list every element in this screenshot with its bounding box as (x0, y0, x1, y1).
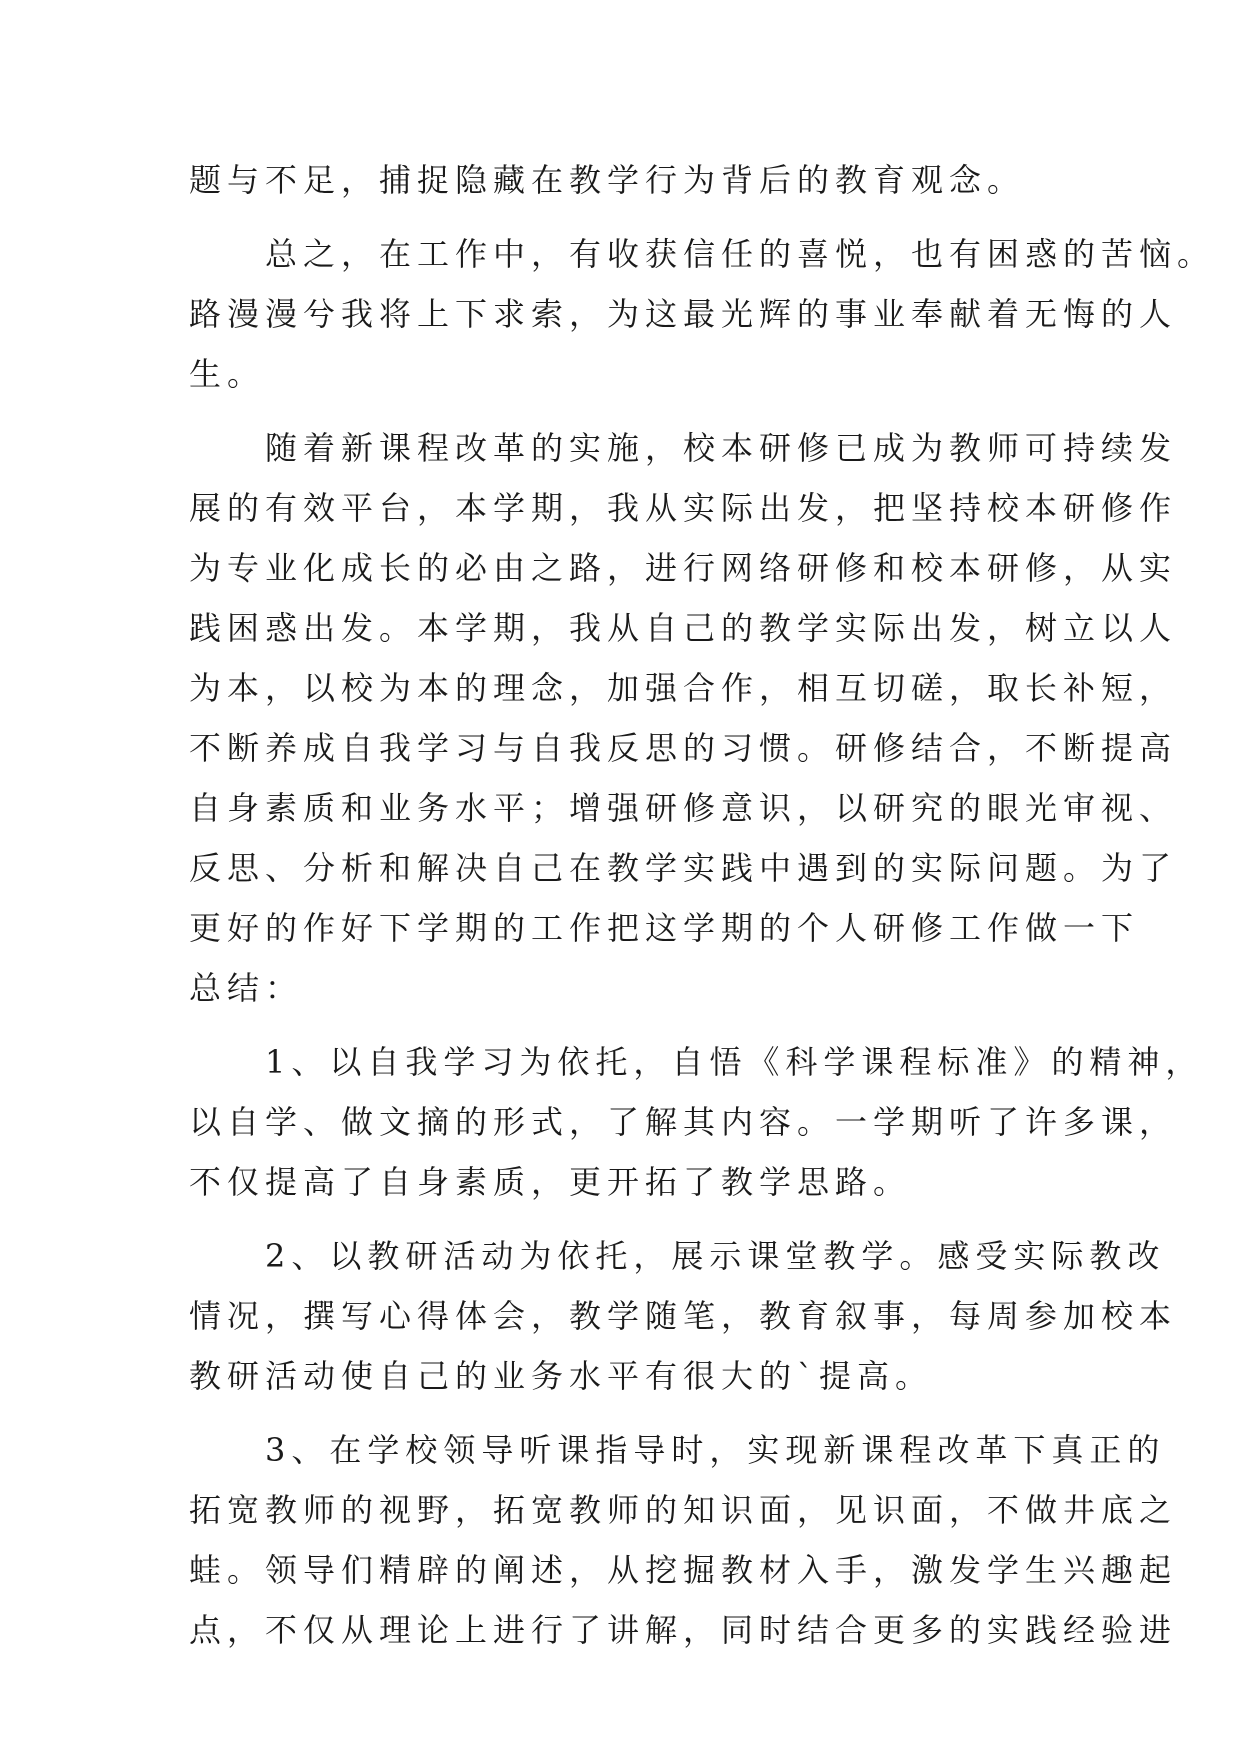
text-line: 不仅提高了自身素质，更开拓了教学思路。 (189, 1163, 912, 1201)
text-line: 自身素质和业务水平；增强研修意识，以研究的眼光审视、 (189, 789, 1178, 827)
text-line: 路漫漫兮我将上下求索，为这最光辉的事业奉献着无悔的人 (189, 295, 1178, 333)
text-line: 为专业化成长的必由之路，进行网络研修和校本研修，从实 (189, 549, 1178, 587)
text-line: 题与不足，捕捉隐藏在教学行为背后的教育观念。 (189, 161, 1026, 199)
paragraph-first-line: 1、以自我学习为依托，自悟《科学课程标准》的精神， (265, 1043, 1204, 1081)
text-line: 点，不仅从理论上进行了讲解，同时结合更多的实践经验进 (189, 1611, 1178, 1649)
text-line: 为本，以校为本的理念，加强合作，相互切磋，取长补短， (189, 669, 1178, 707)
paragraph-first-line: 总之，在工作中，有收获信任的喜悦，也有困惑的苦恼。 (265, 235, 1216, 273)
text-line: 总结： (189, 969, 304, 1007)
text-line: 不断养成自我学习与自我反思的习惯。研修结合，不断提高 (189, 729, 1178, 767)
paragraph-first-line: 2、以教研活动为依托，展示课堂教学。感受实际教改 (265, 1237, 1166, 1275)
text-line: 以自学、做文摘的形式，了解其内容。一学期听了许多课， (189, 1103, 1178, 1141)
text-line: 践困惑出发。本学期，我从自己的教学实际出发，树立以人 (189, 609, 1178, 647)
text-line: 情况，撰写心得体会，教学随笔，教育叙事，每周参加校本 (189, 1297, 1178, 1335)
text-line: 生。 (189, 355, 266, 393)
paragraph-first-line: 3、在学校领导听课指导时，实现新课程改革下真正的 (265, 1431, 1166, 1469)
text-line: 拓宽教师的视野，拓宽教师的知识面，见识面，不做井底之 (189, 1491, 1178, 1529)
text-line: 蛙。领导们精辟的阐述，从挖掘教材入手，激发学生兴趣起 (189, 1551, 1178, 1589)
text-line: 更好的作好下学期的工作把这学期的个人研修工作做一下 (189, 909, 1140, 947)
text-line: 反思、分析和解决自己在教学实践中遇到的实际问题。为了 (189, 849, 1178, 887)
paragraph-first-line: 随着新课程改革的实施，校本研修已成为教师可持续发 (265, 429, 1178, 467)
text-line: 展的有效平台，本学期，我从实际出发，把坚持校本研修作 (189, 489, 1178, 527)
document-body (189, 150, 1216, 1660)
text-line: 教研活动使自己的业务水平有很大的`提高。 (189, 1357, 934, 1395)
